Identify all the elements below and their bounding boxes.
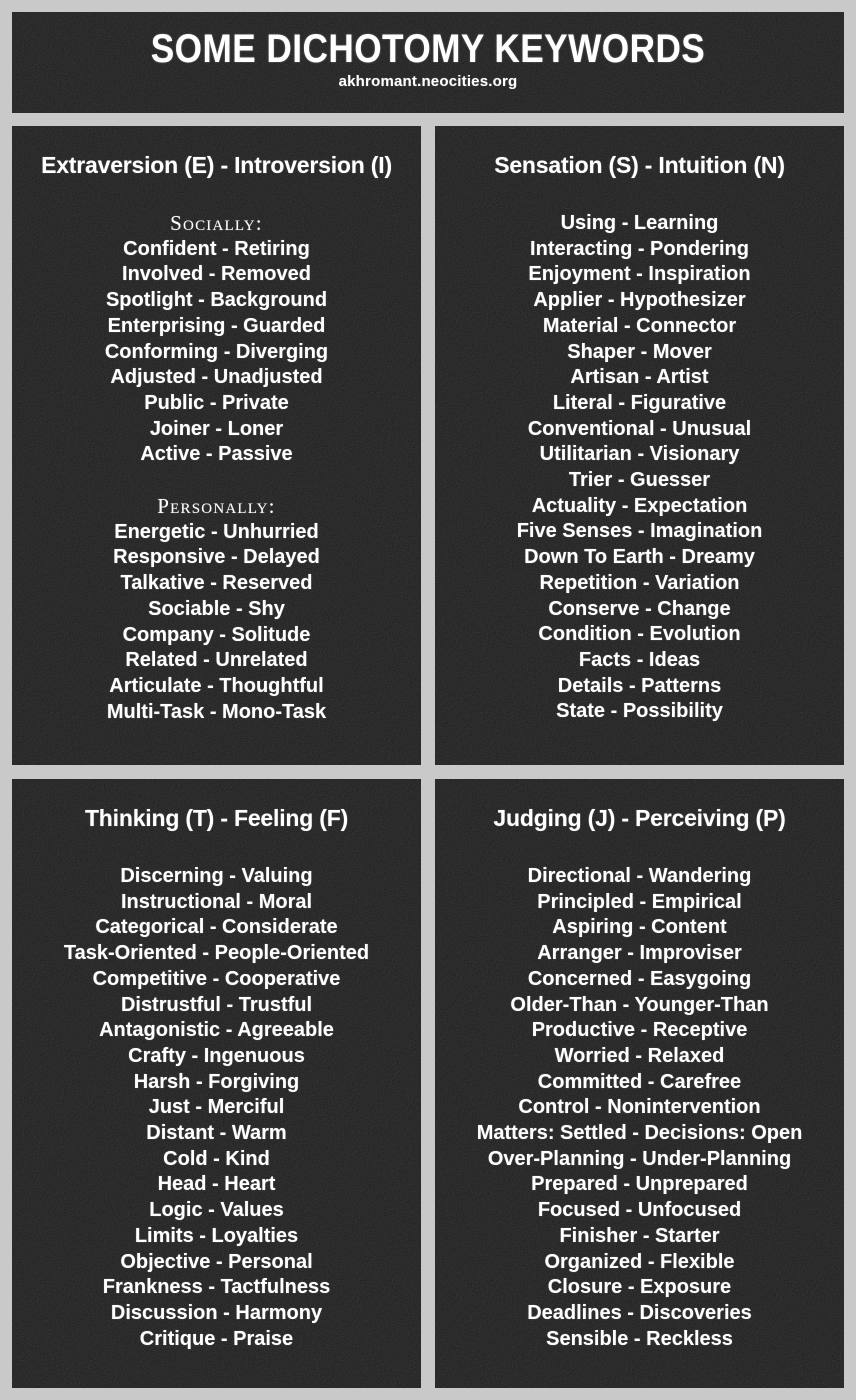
- keyword-pair: Sociable - Shy: [148, 597, 285, 620]
- keyword-list: [435, 211, 844, 725]
- keyword-pair: Actuality - Expectation: [531, 494, 748, 517]
- keyword-pair: Trier - Guesser: [568, 469, 711, 492]
- keyword-pair: Frankness - Tactfulness: [102, 1276, 331, 1299]
- keyword-pair: Competitive - Cooperative: [92, 967, 341, 990]
- keyword-pair: Critique - Praise: [139, 1327, 294, 1350]
- keyword-pair: Multi-Task - Mono-Task: [106, 700, 327, 723]
- keyword-pair: Artisan - Artist: [570, 366, 709, 389]
- keyword-list: [435, 864, 844, 1352]
- keyword-pair: Worried - Relaxed: [554, 1044, 725, 1067]
- group-label: Personally:: [157, 494, 276, 519]
- keyword-pair: Principled - Empirical: [537, 890, 742, 913]
- keyword-pair: Distrustful - Trustful: [120, 993, 313, 1016]
- keyword-pair: Related - Unrelated: [125, 649, 308, 672]
- keyword-pair: Objective - Personal: [120, 1250, 313, 1273]
- quadrant-title: Judging (J) - Perceiving (P): [493, 805, 786, 831]
- keyword-pair: Utilitarian - Visionary: [539, 443, 740, 466]
- keyword-pair: Control - Nonintervention: [518, 1096, 761, 1119]
- keyword-pair: Organized - Flexible: [544, 1250, 735, 1273]
- keyword-pair: Down To Earth - Dreamy: [524, 546, 755, 569]
- keyword-pair: Discerning - Valuing: [120, 865, 313, 887]
- keyword-pair: Older-Than - Younger-Than: [510, 993, 769, 1016]
- keyword-pair: Committed - Carefree: [537, 1070, 742, 1093]
- keyword-pair: Literal - Figurative: [552, 391, 727, 414]
- keyword-list: [12, 211, 421, 725]
- keyword-pair: Using - Learning: [560, 212, 719, 234]
- keyword-pair: Repetition - Variation: [539, 571, 740, 594]
- keyword-pair: Responsive - Delayed: [113, 546, 320, 569]
- keyword-pair: Five Senses - Imagination: [516, 520, 763, 543]
- header-panel: [12, 12, 844, 113]
- keyword-pair: Task-Oriented - People-Oriented: [63, 942, 370, 965]
- quadrant-title: Extraversion (E) - Introversion (I): [41, 152, 392, 178]
- keyword-pair: Enjoyment - Inspiration: [528, 263, 751, 286]
- keyword-pair: Conserve - Change: [548, 597, 731, 620]
- top-row: [12, 126, 844, 765]
- keyword-pair: Articulate - Thoughtful: [109, 674, 324, 697]
- keyword-pair: Energetic - Unhurried: [114, 520, 319, 543]
- keyword-pair: Crafty - Ingenuous: [128, 1044, 305, 1067]
- keyword-pair: Joiner - Loner: [149, 417, 284, 440]
- keyword-pair: Concerned - Easygoing: [527, 967, 752, 990]
- keyword-pair: Facts - Ideas: [578, 648, 701, 671]
- keyword-pair: Talkative - Reserved: [120, 572, 313, 595]
- keyword-pair: Prepared - Unprepared: [531, 1173, 748, 1196]
- keyword-pair: Details - Patterns: [557, 674, 722, 697]
- keyword-pair: Confident - Retiring: [123, 237, 310, 260]
- keyword-pair: Discussion - Harmony: [110, 1301, 323, 1324]
- group-label: Socially:: [170, 211, 263, 235]
- keyword-pair: Company - Solitude: [122, 623, 311, 646]
- keyword-pair: Conventional - Unusual: [527, 417, 752, 440]
- keyword-pair: State - Possibility: [556, 700, 723, 723]
- keyword-pair: Head - Heart: [157, 1173, 276, 1196]
- keyword-pair: Active - Passive: [140, 443, 293, 466]
- keyword-pair: Involved - Removed: [122, 263, 311, 286]
- keyword-pair: Directional - Wandering: [527, 865, 752, 887]
- keyword-pair: Arranger - Improviser: [537, 942, 742, 965]
- keyword-pair: Sensible - Reckless: [546, 1327, 733, 1350]
- keyword-pair: Shaper - Mover: [567, 340, 712, 363]
- keyword-pair: Aspiring - Content: [552, 916, 727, 939]
- page-title: SOME DICHOTOMY KEYWORDS: [150, 27, 706, 71]
- quadrant-title: Sensation (S) - Intuition (N): [494, 152, 785, 178]
- keyword-pair: Finisher - Starter: [559, 1224, 720, 1247]
- quadrant-sensation-intuition: [435, 126, 844, 765]
- keyword-pair: Antagonistic - Agreeable: [99, 1019, 334, 1042]
- keyword-pair: Deadlines - Discoveries: [527, 1301, 752, 1324]
- quadrant-extraversion-introversion: [12, 126, 421, 765]
- keyword-pair: Limits - Loyalties: [134, 1224, 299, 1247]
- keyword-pair: Enterprising - Guarded: [107, 314, 326, 337]
- bottom-row: [12, 779, 844, 1388]
- keyword-pair: Just - Merciful: [148, 1096, 285, 1119]
- quadrant-title: Thinking (T) - Feeling (F): [84, 805, 349, 831]
- keyword-pair: Distant - Warm: [146, 1122, 287, 1145]
- site-url: akhromant.neocities.org: [338, 73, 518, 90]
- keyword-pair: Instructional - Moral: [120, 890, 313, 913]
- keyword-pair: Cold - Kind: [163, 1147, 270, 1170]
- keyword-pair: Closure - Exposure: [547, 1276, 732, 1299]
- keyword-pair: Over-Planning - Under-Planning: [487, 1147, 792, 1170]
- keyword-pair: Logic - Values: [149, 1199, 284, 1222]
- keyword-pair: Adjusted - Unadjusted: [110, 366, 323, 389]
- keyword-pair: Focused - Unfocused: [537, 1199, 742, 1222]
- keyword-pair: Categorical - Considerate: [95, 916, 338, 939]
- keyword-pair: Interacting - Pondering: [530, 237, 749, 260]
- keyword-pair: Conforming - Diverging: [104, 340, 329, 363]
- quadrant-judging-perceiving: [435, 779, 844, 1388]
- keyword-pair: Harsh - Forgiving: [133, 1070, 300, 1093]
- keyword-pair: Applier - Hypothesizer: [533, 289, 746, 312]
- keyword-pair: Material - Connector: [542, 314, 737, 337]
- keyword-pair: Matters: Settled - Decisions: Open: [476, 1122, 803, 1145]
- keyword-pair: Condition - Evolution: [538, 623, 741, 646]
- keyword-pair: Productive - Receptive: [531, 1019, 748, 1042]
- keyword-list: [12, 864, 421, 1352]
- keyword-pair: Spotlight - Background: [105, 289, 328, 312]
- keyword-pair: Public - Private: [144, 391, 289, 414]
- quadrant-thinking-feeling: [12, 779, 421, 1388]
